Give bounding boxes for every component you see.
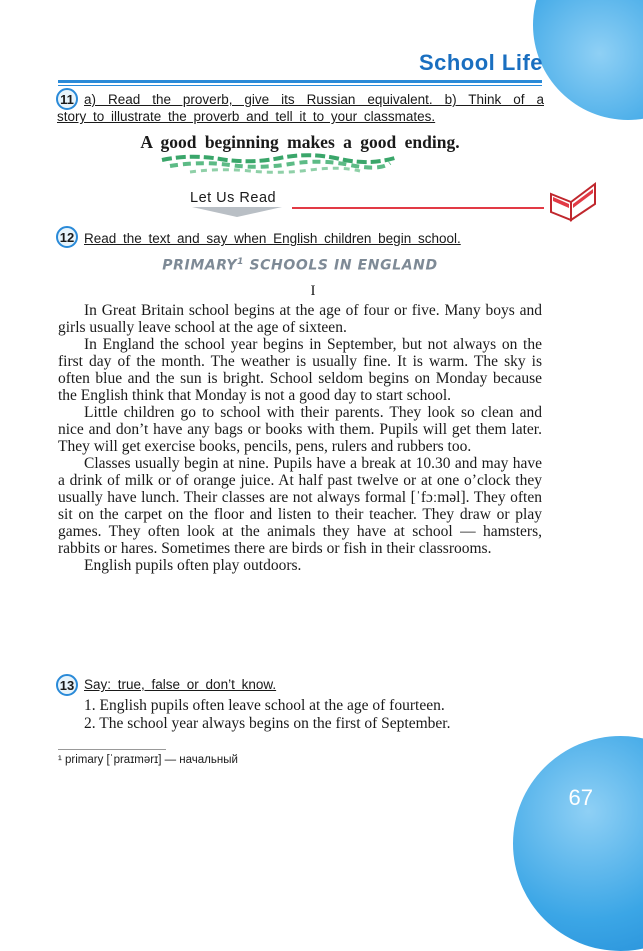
green-brush-decoration (160, 152, 400, 178)
article-paragraph: In England the school year begins in September, but not always on the first day of the month. The weather is usually fine. It is warm. The sky is often blue and the sun is bright. School seldom begins on Monday because the English think that Monday is not a good day to start school. (58, 336, 542, 404)
page-header: School Life (418, 50, 543, 75)
corner-decoration-bottom (513, 736, 643, 951)
article-paragraph: Little children go to school with their parents. They look so clean and nice and don’t have any bags or books with them. Pupils will get them later. They will get exercise books, pencils, pens, rulers and rubbers too. (58, 404, 542, 455)
task-11-line-2: story to illustrate the proverb and tell it to your classmates. (57, 109, 436, 124)
statement-item: 2. The school year always begins on the first of September. (84, 714, 451, 732)
open-book-icon (547, 180, 599, 224)
footnote-marker: 1 (237, 257, 245, 267)
article-title-rest: SCHOOLS IN ENGLAND (244, 257, 438, 274)
article-paragraph: In Great Britain school begins at the age of four or five. Many boys and girls usually leave school at the age of sixteen. (58, 302, 542, 336)
article-part-number: I (310, 283, 316, 299)
header-rule (58, 80, 542, 83)
task-number-11: 11 (56, 88, 78, 110)
corner-decoration-top (533, 0, 643, 120)
header-rule-thin (58, 85, 542, 86)
task-number-12: 12 (56, 226, 78, 248)
footnote-rule (58, 749, 166, 750)
article-paragraph: Classes usually begin at nine. Pupils have a break at 10.30 and may have a drink of milk or of orange juice. At half past twelve or at one o’clock they usually have lunch. Their classes are not always formal [ˈfɔːməl]. They often sit on the carpet on the floor and listen to their teacher. They draw or play games. They often look at the animals they have at school — hamsters, rabbits or hares. Sometimes there are birds or fish in their classrooms. (58, 455, 542, 557)
article-paragraph: English pupils often play outdoors. (84, 557, 302, 574)
article-title-main: PRIMARY (162, 257, 238, 274)
section-rule (292, 207, 544, 209)
task-12-instructions: Read the text and say when English children begin school. (84, 231, 461, 246)
task-number-13: 13 (56, 674, 78, 696)
proverb: A good beginning makes a good ending. (140, 132, 460, 152)
footnote: ¹ primary [ˈpraɪmərɪ] — начальный (58, 754, 238, 766)
article-body (58, 302, 542, 574)
article-title (0, 257, 600, 274)
section-label: Let Us Read (190, 190, 277, 206)
task-11-line-1: a) Read the proverb, give its Russian equivalent. b) Think of a (84, 92, 544, 107)
task-13-instructions: Say: true, false or don’t know. (84, 677, 277, 692)
section-arrow (192, 207, 282, 217)
statement-item: 1. English pupils often leave school at the age of fourteen. (84, 697, 445, 714)
page-number: 67 (568, 785, 593, 810)
statement-list (58, 697, 542, 732)
